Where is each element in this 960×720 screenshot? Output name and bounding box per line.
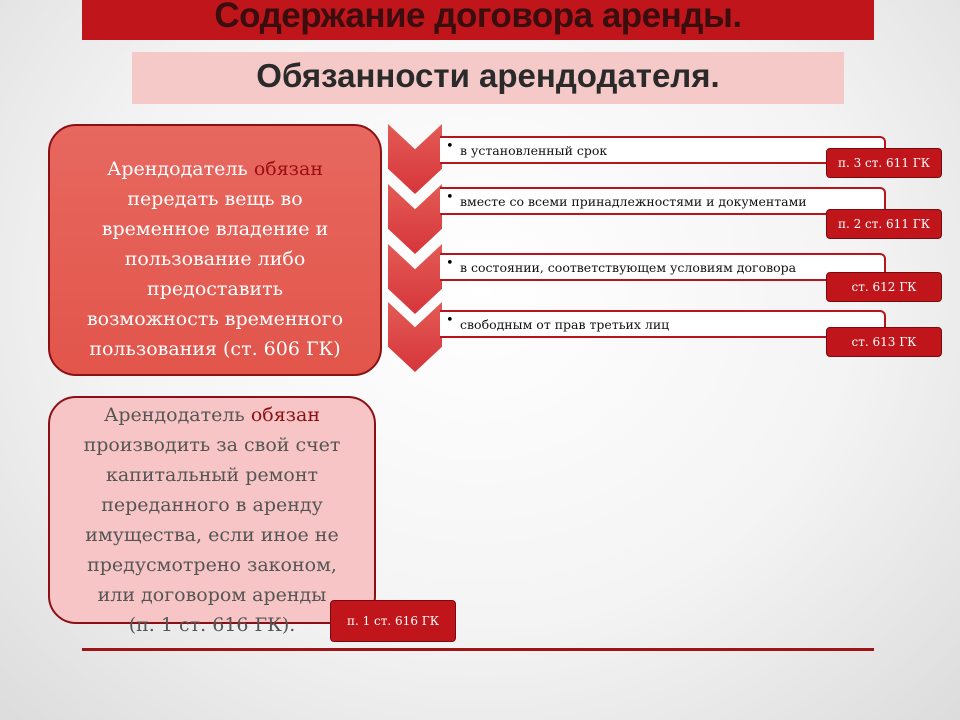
duty-line: или договором аренды [97,584,327,606]
duty-line: пользования (ст. 606 ГК) [89,338,341,360]
duty-line: (п. 1 ст. 616 ГК). [128,614,296,636]
duty-line: производить за свой счет [83,434,341,456]
duty-line [50,400,374,430]
duty-subject: Арендодатель [103,404,251,426]
title-bar [82,0,874,40]
condition-text: в состоянии, соответствующем условиям договора [460,260,797,275]
duty-line: пользование либо [124,248,306,270]
duty-box-transfer [48,124,382,376]
bullet-icon: • [446,313,454,328]
duty-line: предусмотрено законом, [87,554,337,576]
duty-keyword: обязан [250,404,321,426]
duty-line: временное владение и [101,218,329,240]
duty-line: возможность временного [86,308,344,330]
bullet-icon: • [446,190,454,205]
duty-line: передать вещь во [127,188,303,210]
article-reference-badge: п. 3 ст. 611 ГК [826,148,942,178]
duty-keyword: обязан [253,158,324,180]
article-reference-badge: п. 1 ст. 616 ГК [330,600,456,642]
duty-line [50,154,380,184]
condition-text: вместе со всеми принадлежностями и документами [460,194,807,209]
bullet-icon: • [446,256,454,271]
duty-line: переданного в аренду [101,494,323,516]
slide-title: Содержание договора аренды. [214,0,742,35]
duty-line: капитальный ремонт [105,464,319,486]
condition-item [440,253,886,281]
condition-text: свободным от прав третьих лиц [460,317,670,332]
bullet-icon: • [446,139,454,154]
condition-item [440,187,886,215]
duty-line: имущества, если иное не [85,524,339,546]
chevron-arrow-icon [388,244,442,314]
condition-item [440,310,886,338]
duty-box-repair [48,396,376,636]
subtitle-bar [132,52,844,104]
duty-subject: Арендодатель [106,158,254,180]
chevron-arrow-icon [388,184,442,254]
condition-text: в установленный срок [460,143,608,158]
condition-item [440,136,886,164]
bottom-divider [82,648,874,651]
duty-line: предоставить [147,278,283,300]
chevron-arrow-icon [388,124,442,194]
slide-subtitle: Обязанности арендодателя. [256,57,720,94]
article-reference-badge: ст. 613 ГК [826,327,942,357]
article-reference-badge: ст. 612 ГК [826,272,942,302]
article-reference-badge: п. 2 ст. 611 ГК [826,209,942,239]
